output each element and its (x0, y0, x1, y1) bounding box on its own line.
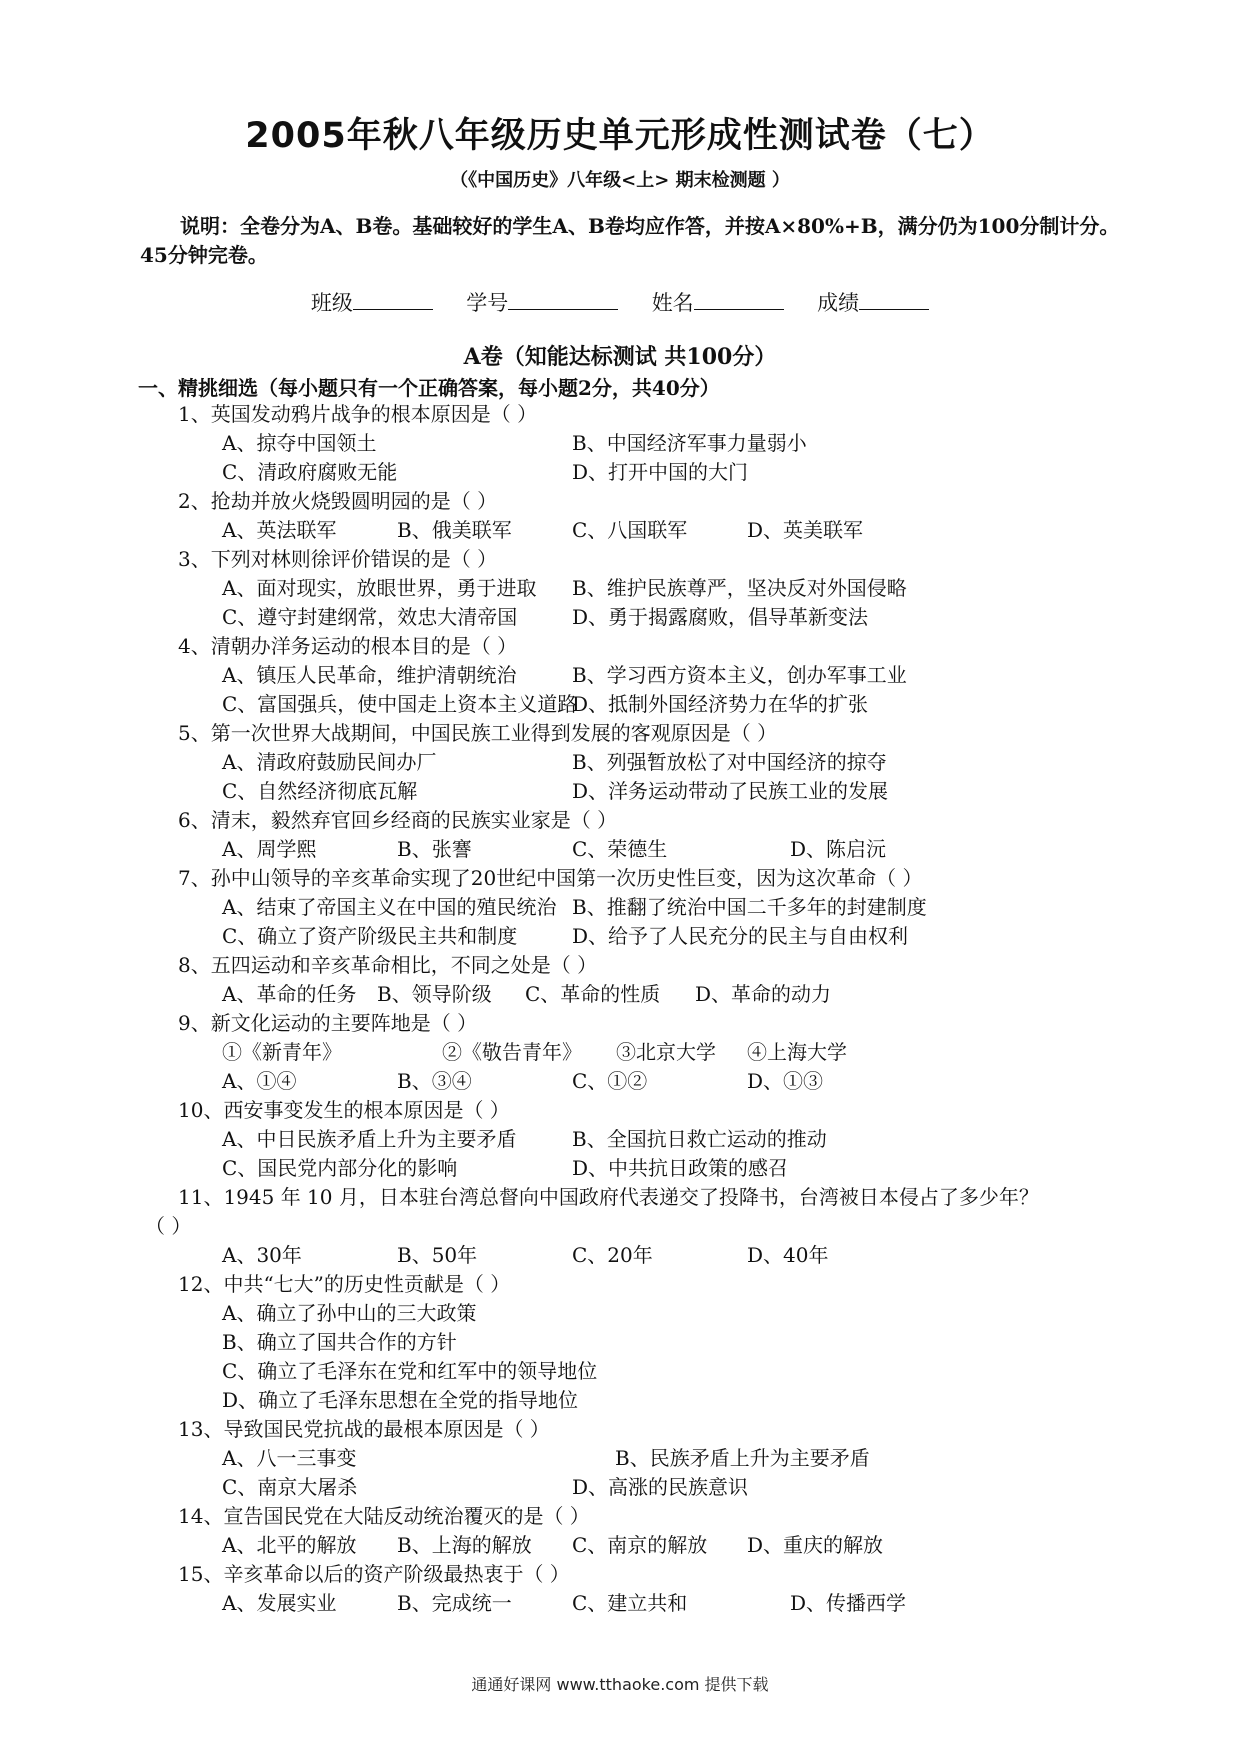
option-a: A、中日民族矛盾上升为主要矛盾 (222, 1127, 517, 1151)
option-b: B、③④ (397, 1069, 472, 1093)
class-blank (353, 289, 433, 310)
question-stem: 15、辛亥革命以后的资产阶级最热衷于（ ） (178, 1562, 570, 1586)
option-b: B、上海的解放 (397, 1533, 532, 1557)
option-b: B、学习西方资本主义，创办军事工业 (572, 663, 907, 687)
option-a: A、周学熙 (222, 837, 317, 861)
question-stem: 13、导致国民党抗战的最根本原因是（ ） (178, 1417, 550, 1441)
question-stem: 14、宣告国民党在大陆反动统治覆灭的是（ ） (178, 1504, 590, 1528)
option-d: D、洋务运动带动了民族工业的发展 (572, 779, 889, 803)
option-b: B、全国抗日救亡运动的推动 (572, 1127, 827, 1151)
question-stem-continued: （ ） (145, 1214, 192, 1238)
option-d: D、陈启沅 (790, 837, 887, 861)
option-c: C、自然经济彻底瓦解 (222, 779, 418, 803)
option-d: D、40年 (747, 1243, 829, 1267)
option-c: C、建立共和 (572, 1591, 688, 1615)
option-a: A、面对现实，放眼世界，勇于进取 (222, 576, 537, 600)
option-d: D、抵制外国经济势力在华的扩张 (572, 692, 869, 716)
question-stem: 1、英国发动鸦片战争的根本原因是（ ） (178, 402, 538, 426)
question-stem: 5、第一次世界大战期间，中国民族工业得到发展的客观原因是（ ） (178, 721, 778, 745)
option-b: B、领导阶级 (377, 982, 492, 1006)
question-stem: 12、中共“七大”的历史性贡献是（ ） (178, 1272, 511, 1296)
option-a: A、英法联军 (222, 518, 337, 542)
option-d: D、英美联军 (747, 518, 864, 542)
option-b: B、张謇 (397, 837, 472, 861)
option-b: B、完成统一 (397, 1591, 512, 1615)
footer-source: 通通好课网 www.tthaoke.com 提供下载 (471, 1675, 769, 1694)
option-c: C、①② (572, 1069, 648, 1093)
option-b: B、确立了国共合作的方针 (222, 1330, 457, 1354)
student-info-line (0, 287, 1240, 317)
option-c: C、国民党内部分化的影响 (222, 1156, 458, 1180)
option-c: C、革命的性质 (525, 982, 661, 1006)
exam-title: 2005年秋八年级历史单元形成性测试卷（七） (245, 116, 995, 156)
question-stem: 11、1945 年 10 月，日本驻台湾总督向中国政府代表递交了投降书，台湾被日本侵占了多少年？ (178, 1185, 1039, 1209)
name-label: 姓名 (651, 291, 694, 315)
option-c: C、富国强兵，使中国走上资本主义道路 (222, 692, 578, 716)
option-b: B、民族矛盾上升为主要矛盾 (615, 1446, 870, 1470)
question-stem: 10、西安事变发生的根本原因是（ ） (178, 1098, 510, 1122)
option-d: D、重庆的解放 (747, 1533, 884, 1557)
question-stem: 6、清末，毅然弃官回乡经商的民族实业家是（ ） (178, 808, 618, 832)
option-d: D、中共抗日政策的感召 (572, 1156, 789, 1180)
option-b: B、俄美联军 (397, 518, 512, 542)
option-b: B、推翻了统治中国二千多年的封建制度 (572, 895, 927, 919)
option-d: D、给予了人民充分的民主与自由权利 (572, 924, 909, 948)
option-c: C、20年 (572, 1243, 653, 1267)
option-a: A、八一三事变 (222, 1446, 357, 1470)
option-b: B、中国经济军事力量弱小 (572, 431, 807, 455)
option-d: D、打开中国的大门 (572, 460, 749, 484)
question-stem: 8、五四运动和辛亥革命相比，不同之处是（ ） (178, 953, 598, 977)
class-label: 班级 (310, 291, 353, 315)
option-d: D、传播西学 (790, 1591, 907, 1615)
option-a: A、发展实业 (222, 1591, 337, 1615)
question-stem: 2、抢劫并放火烧毁圆明园的是（ ） (178, 489, 498, 513)
option-a: A、北平的解放 (222, 1533, 357, 1557)
option-a: A、结束了帝国主义在中国的殖民统治 (222, 895, 557, 919)
option-b: B、列强暂放松了对中国经济的掠夺 (572, 750, 887, 774)
id-label: 学号 (466, 291, 509, 315)
item-1: ①《新青年》 (222, 1040, 342, 1064)
question-stem: 4、清朝办洋务运动的根本目的是（ ） (178, 634, 518, 658)
option-a: A、革命的任务 (222, 982, 357, 1006)
option-c: C、南京的解放 (572, 1533, 708, 1557)
option-c: C、八国联军 (572, 518, 688, 542)
part-one-heading: 一、精挑细选（每小题只有一个正确答案，每小题2分，共40分） (138, 376, 720, 400)
option-b: B、维护民族尊严，坚决反对外国侵略 (572, 576, 907, 600)
option-d: D、高涨的民族意识 (572, 1475, 749, 1499)
score-blank (859, 289, 929, 310)
option-c: C、确立了毛泽东在党和红军中的领导地位 (222, 1359, 598, 1383)
name-blank (694, 289, 784, 310)
option-a: A、清政府鼓励民间办厂 (222, 750, 437, 774)
question-stem: 7、孙中山领导的辛亥革命实现了20世纪中国第一次历史性巨变，因为这次革命（ ） (178, 866, 923, 890)
item-2: ②《敬告青年》 (442, 1040, 582, 1064)
option-a: A、掠夺中国领土 (222, 431, 377, 455)
question-stem: 3、下列对林则徐评价错误的是（ ） (178, 547, 498, 571)
option-d: D、确立了毛泽东思想在全党的指导地位 (222, 1388, 579, 1412)
id-blank (508, 289, 618, 310)
question-stem: 9、新文化运动的主要阵地是（ ） (178, 1011, 478, 1035)
item-3: ③北京大学 (616, 1040, 716, 1064)
option-a: A、30年 (222, 1243, 302, 1267)
option-c: C、遵守封建纲常，效忠大清帝国 (222, 605, 518, 629)
option-c: C、南京大屠杀 (222, 1475, 358, 1499)
option-d: D、勇于揭露腐败，倡导革新变法 (572, 605, 869, 629)
option-c: C、确立了资产阶级民主共和制度 (222, 924, 518, 948)
score-label: 成绩 (817, 291, 860, 315)
option-c: C、清政府腐败无能 (222, 460, 398, 484)
option-c: C、荣德生 (572, 837, 668, 861)
option-d: D、革命的动力 (695, 982, 832, 1006)
exam-subtitle: （《中国历史》八年级<上> 期末检测题 ） (450, 170, 790, 191)
exam-instructions: 说明：全卷分为A、B卷。基础较好的学生A、B卷均应作答，并按A×80%+B，满分仍为100分制计分。45分钟完卷。 (140, 214, 1120, 267)
option-a: A、镇压人民革命，维护清朝统治 (222, 663, 517, 687)
section-a-title: A卷（知能达标测试 共100分） (463, 344, 777, 370)
option-b: B、50年 (397, 1243, 478, 1267)
item-4: ④上海大学 (747, 1040, 847, 1064)
option-a: A、①④ (222, 1069, 297, 1093)
option-a: A、确立了孙中山的三大政策 (222, 1301, 477, 1325)
option-d: D、①③ (747, 1069, 824, 1093)
